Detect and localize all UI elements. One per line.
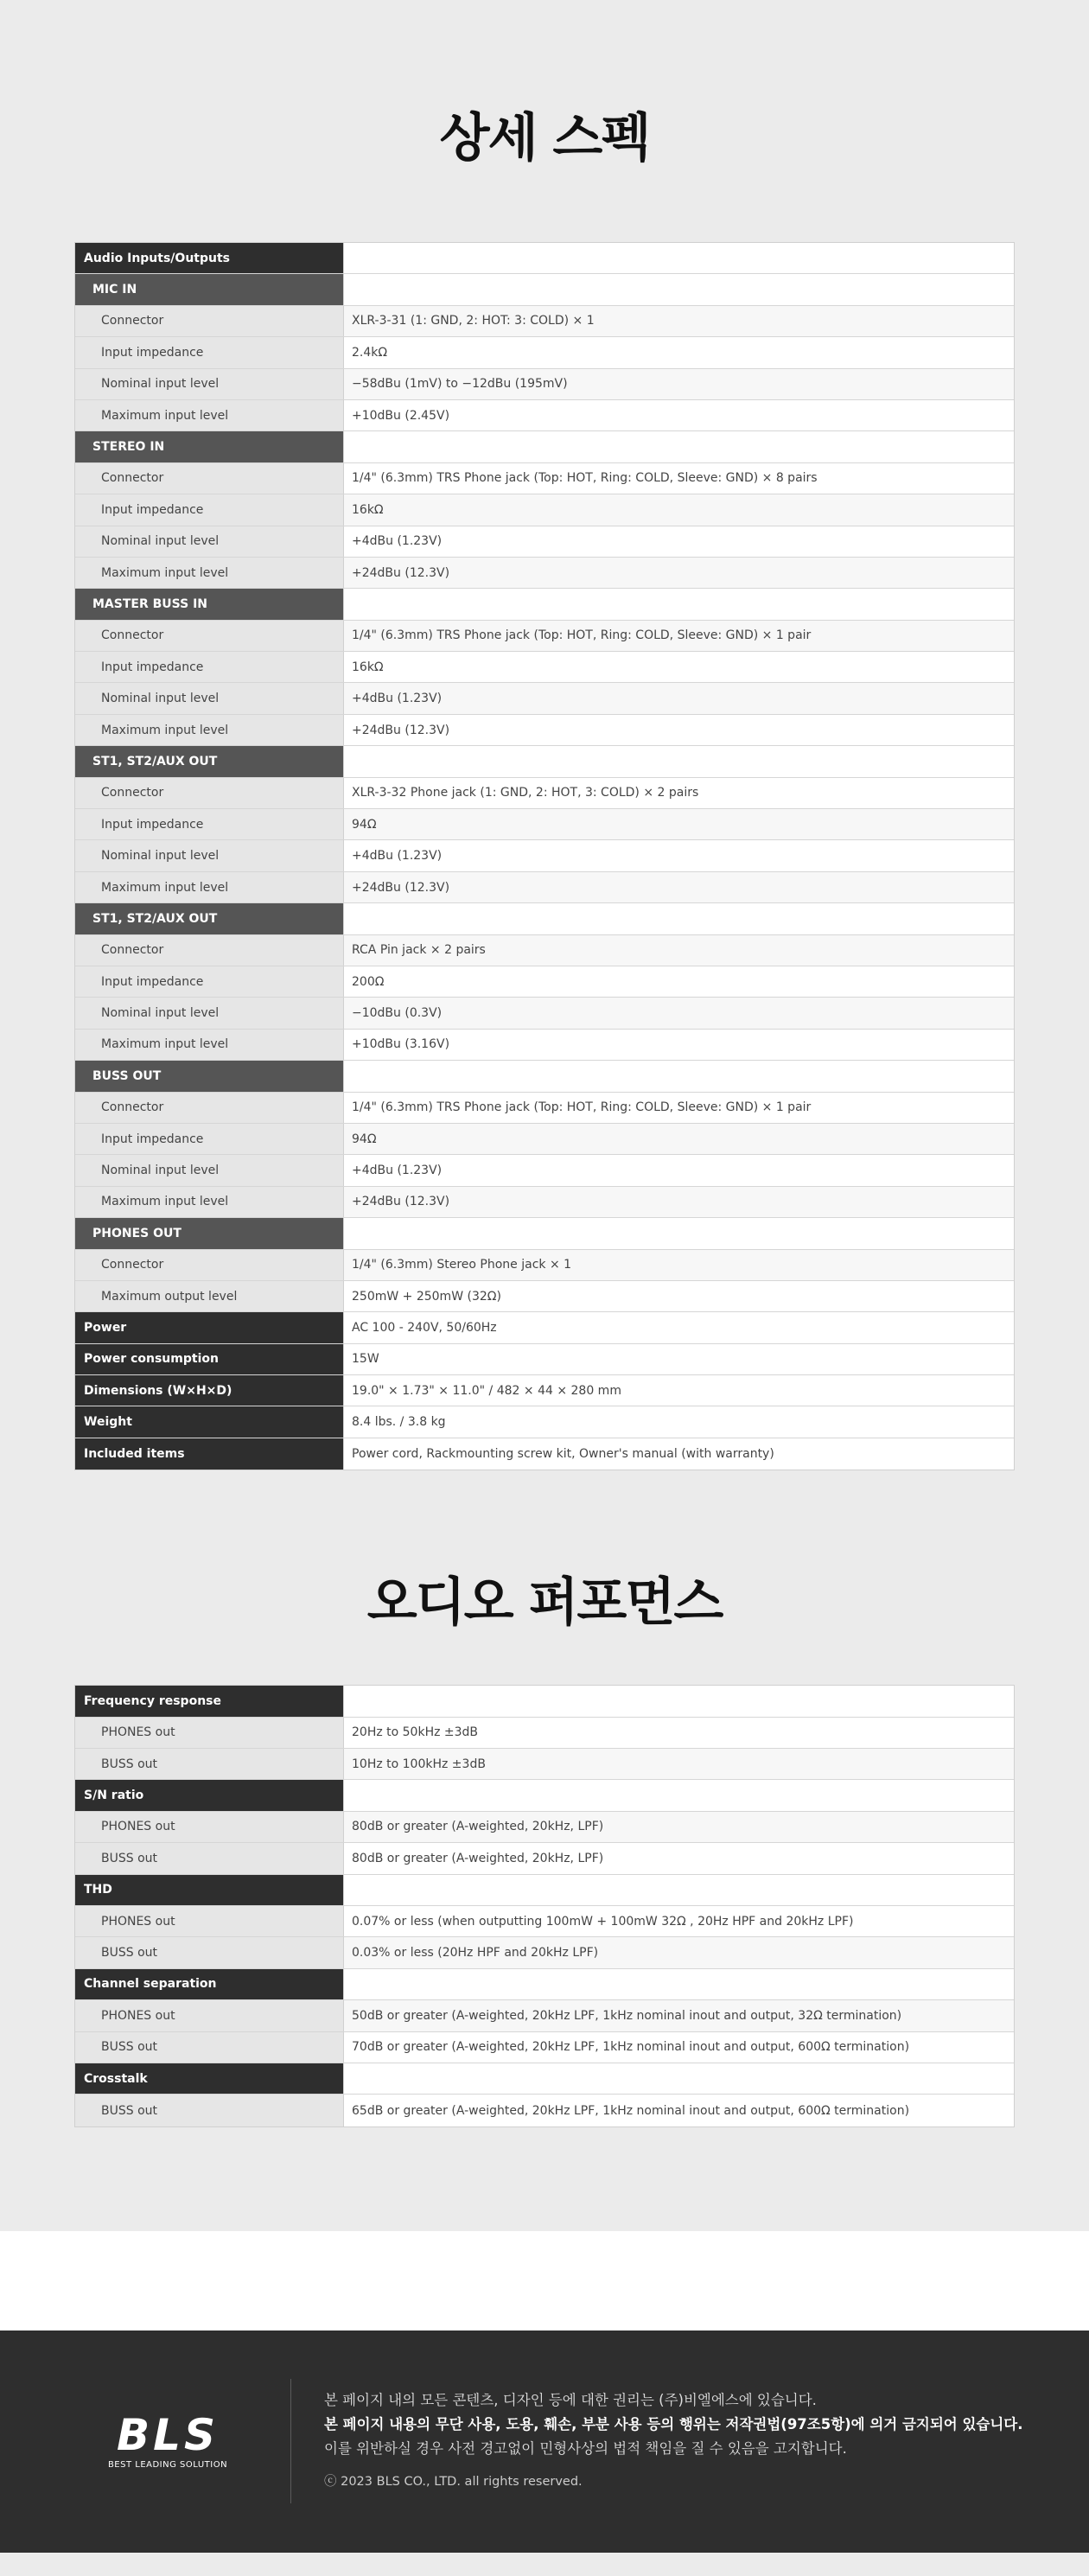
spec-label: STEREO IN (75, 431, 344, 462)
spec-label: Input impedance (75, 966, 344, 997)
spec-label: Nominal input level (75, 840, 344, 870)
spec-title: 상세 스펙 (439, 108, 650, 169)
spec-value: 1/4" (6.3mm) TRS Phone jack (Top: HOT, Ring: COLD, Sleeve: GND) × 8 pairs (344, 463, 1014, 494)
spec-row (75, 1124, 1014, 1155)
spec-label: Nominal input level (75, 369, 344, 399)
spec-value (344, 903, 1014, 934)
spec-value: 8.4 lbs. / 3.8 kg (344, 1406, 1014, 1437)
spec-row (75, 243, 1014, 274)
spec-value: 16kΩ (344, 652, 1014, 682)
spec-row (75, 1218, 1014, 1249)
spec-row (75, 589, 1014, 620)
spec-row (75, 1281, 1014, 1312)
spec-row (75, 494, 1014, 526)
spec-label: Audio Inputs/Outputs (75, 243, 344, 273)
spec-value: 94Ω (344, 1124, 1014, 1154)
spec-value: +4dBu (1.23V) (344, 526, 1014, 557)
spec-row (75, 1030, 1014, 1061)
spec-row (75, 935, 1014, 966)
spec-value: +10dBu (3.16V) (344, 1030, 1014, 1060)
logo-tagline: BEST LEADING SOLUTION (107, 2459, 228, 2470)
spec-label: BUSS out (75, 1749, 344, 1779)
spec-row (75, 998, 1014, 1029)
spec-label: Power consumption (75, 1344, 344, 1374)
spec-label: Maximum input level (75, 400, 344, 430)
spec-label: S/N ratio (75, 1780, 344, 1810)
spec-value (344, 1686, 1014, 1716)
spec-row (75, 1406, 1014, 1438)
spec-value: 250mW + 250mW (32Ω) (344, 1281, 1014, 1311)
spec-value: +24dBu (12.3V) (344, 1187, 1014, 1217)
spec-value: 50dB or greater (A-weighted, 20kHz LPF, 1kHz nominal inout and output, 32Ω termination) (344, 2000, 1014, 2031)
spacer-band (0, 2231, 1089, 2331)
spec-label: Nominal input level (75, 998, 344, 1028)
spec-row (75, 1093, 1014, 1124)
spec-label: Frequency response (75, 1686, 344, 1716)
spec-label: Input impedance (75, 809, 344, 839)
spec-row (75, 400, 1014, 431)
spec-value: 0.03% or less (20Hz HPF and 20kHz LPF) (344, 1937, 1014, 1967)
spec-value: 20Hz to 50kHz ±3dB (344, 1718, 1014, 1748)
spec-label: Connector (75, 463, 344, 494)
spec-label: Connector (75, 1093, 344, 1123)
spec-row (75, 1718, 1014, 1749)
spec-value: XLR-3-32 Phone jack (1: GND, 2: HOT, 3: COLD) × 2 pairs (344, 778, 1014, 808)
spec-label: PHONES OUT (75, 1218, 344, 1248)
spec-value (344, 431, 1014, 462)
spec-row (75, 903, 1014, 934)
spec-row (75, 1438, 1014, 1470)
spec-label: Nominal input level (75, 1155, 344, 1185)
spec-label: MASTER BUSS IN (75, 589, 344, 619)
performance-title: 오디오 퍼포먼스 (366, 1572, 723, 1634)
spec-row (75, 966, 1014, 998)
footer-line-warning: 이를 위반하실 경우 사전 경고없이 민형사상의 법적 책임을 질 수 있음을 고지합니다. (324, 2440, 847, 2458)
spec-row (75, 1969, 1014, 2000)
spec-label: Input impedance (75, 652, 344, 682)
spec-value: 1/4" (6.3mm) Stereo Phone jack × 1 (344, 1250, 1014, 1280)
spec-label: Connector (75, 778, 344, 808)
footer-line-rights: 본 페이지 내의 모든 콘텐츠, 디자인 등에 대한 권리는 (주)비엘에스에 있습니다. (324, 2392, 817, 2409)
spec-label: BUSS out (75, 2032, 344, 2063)
spec-label: Power (75, 1312, 344, 1342)
spec-label: Nominal input level (75, 526, 344, 557)
spec-row (75, 1187, 1014, 1218)
spec-value: 94Ω (344, 809, 1014, 839)
spec-label: Connector (75, 306, 344, 336)
spec-value: 16kΩ (344, 494, 1014, 525)
spec-value: +10dBu (2.45V) (344, 400, 1014, 430)
spec-label: Maximum input level (75, 1030, 344, 1060)
spec-label: PHONES out (75, 1906, 344, 1936)
spec-row (75, 1686, 1014, 1717)
spec-row (75, 2032, 1014, 2063)
spec-row (75, 1906, 1014, 1937)
spec-value: 70dB or greater (A-weighted, 20kHz LPF, 1kHz nominal inout and output, 600Ω termination) (344, 2032, 1014, 2063)
spec-value: AC 100 - 240V, 50/60Hz (344, 1312, 1014, 1342)
spec-row (75, 746, 1014, 777)
spec-row (75, 621, 1014, 652)
spec-value (344, 589, 1014, 619)
spec-row (75, 778, 1014, 809)
spec-value: 80dB or greater (A-weighted, 20kHz, LPF) (344, 1812, 1014, 1842)
spec-label: BUSS out (75, 1937, 344, 1967)
spec-label: Nominal input level (75, 683, 344, 713)
footer-notice (324, 2388, 1023, 2494)
spec-value: +4dBu (1.23V) (344, 840, 1014, 870)
spec-row (75, 840, 1014, 871)
spec-label: MIC IN (75, 274, 344, 304)
spec-label: Input impedance (75, 494, 344, 525)
spec-label: Maximum input level (75, 558, 344, 588)
spec-value: 1/4" (6.3mm) TRS Phone jack (Top: HOT, Ring: COLD, Sleeve: GND) × 1 pair (344, 1093, 1014, 1123)
spec-label: Input impedance (75, 1124, 344, 1154)
spec-value: +4dBu (1.23V) (344, 683, 1014, 713)
spec-table (74, 242, 1015, 1470)
spec-row (75, 463, 1014, 494)
spec-row (75, 1843, 1014, 1874)
spec-value (344, 1218, 1014, 1248)
spec-label: Channel separation (75, 1969, 344, 1999)
spec-value (344, 2063, 1014, 2094)
footer-line-prohibition: 본 페이지 내용의 무단 사용, 도용, 훼손, 부분 사용 등의 행위는 저작권법(97조5항)에 의거 금지되어 있습니다. (324, 2416, 1023, 2433)
spec-row (75, 1250, 1014, 1281)
spec-label: ST1, ST2/AUX OUT (75, 903, 344, 934)
spec-row (75, 369, 1014, 400)
spec-label: BUSS out (75, 1843, 344, 1873)
spec-label: BUSS OUT (75, 1061, 344, 1091)
spec-row (75, 809, 1014, 840)
spec-row (75, 1344, 1014, 1375)
spec-label: PHONES out (75, 1812, 344, 1842)
spec-row (75, 2063, 1014, 2095)
spec-label: ST1, ST2/AUX OUT (75, 746, 344, 776)
spec-value (344, 746, 1014, 776)
spec-label: Dimensions (W×H×D) (75, 1375, 344, 1406)
spec-label: Connector (75, 1250, 344, 1280)
spec-value: 10Hz to 100kHz ±3dB (344, 1749, 1014, 1779)
spec-value (344, 1969, 1014, 1999)
spec-value: 200Ω (344, 966, 1014, 997)
spec-value: −10dBu (0.3V) (344, 998, 1014, 1028)
spec-value (344, 1061, 1014, 1091)
spec-row (75, 1061, 1014, 1092)
spec-value: +4dBu (1.23V) (344, 1155, 1014, 1185)
spec-label: Maximum output level (75, 1281, 344, 1311)
copyright: ⓒ 2023 BLS CO., LTD. all rights reserved. (324, 2475, 583, 2490)
spec-label: BUSS out (75, 2095, 344, 2126)
performance-table (74, 1685, 1015, 2126)
spec-value: 80dB or greater (A-weighted, 20kHz, LPF) (344, 1843, 1014, 1873)
spec-value: −58dBu (1mV) to −12dBu (195mV) (344, 369, 1014, 399)
spec-label: Weight (75, 1406, 344, 1437)
spec-label: Maximum input level (75, 715, 344, 745)
spec-value (344, 274, 1014, 304)
spec-row (75, 1875, 1014, 1906)
footer-divider (290, 2379, 291, 2503)
spec-row (75, 872, 1014, 903)
spec-row (75, 715, 1014, 746)
spec-row (75, 1375, 1014, 1406)
spec-value: XLR-3-31 (1: GND, 2: HOT: 3: COLD) × 1 (344, 306, 1014, 336)
spec-value: 65dB or greater (A-weighted, 20kHz LPF, 1kHz nominal inout and output, 600Ω termination) (344, 2095, 1014, 2126)
spec-row (75, 1812, 1014, 1843)
spec-value: +24dBu (12.3V) (344, 715, 1014, 745)
spec-label: Maximum input level (75, 1187, 344, 1217)
bls-logo (74, 2409, 261, 2470)
spec-value: 19.0" × 1.73" × 11.0" / 482 × 44 × 280 mm (344, 1375, 1014, 1406)
spec-value: +24dBu (12.3V) (344, 558, 1014, 588)
footer (0, 2331, 1089, 2553)
spec-value: 1/4" (6.3mm) TRS Phone jack (Top: HOT, Ring: COLD, Sleeve: GND) × 1 pair (344, 621, 1014, 651)
spec-value (344, 1780, 1014, 1810)
spec-label: Input impedance (75, 337, 344, 367)
spec-value: 2.4kΩ (344, 337, 1014, 367)
spec-label: PHONES out (75, 2000, 344, 2031)
spec-label: PHONES out (75, 1718, 344, 1748)
spec-label: Connector (75, 621, 344, 651)
logo-mark: BLS (117, 2409, 219, 2460)
spec-label: Connector (75, 935, 344, 966)
spec-label: Included items (75, 1438, 344, 1470)
spec-row (75, 683, 1014, 714)
spec-label: Crosstalk (75, 2063, 344, 2094)
spec-value: 15W (344, 1344, 1014, 1374)
spec-label: Maximum input level (75, 872, 344, 902)
spec-value: Power cord, Rackmounting screw kit, Owner's manual (with warranty) (344, 1438, 1014, 1470)
spec-value: 0.07% or less (when outputting 100mW + 100mW 32Ω , 20Hz HPF and 20kHz LPF) (344, 1906, 1014, 1936)
spec-row (75, 558, 1014, 589)
spec-row (75, 2095, 1014, 2126)
spec-row (75, 2000, 1014, 2031)
spec-value: +24dBu (12.3V) (344, 872, 1014, 902)
spec-row (75, 652, 1014, 683)
spec-row (75, 1155, 1014, 1186)
spec-row (75, 337, 1014, 368)
spec-row (75, 1749, 1014, 1780)
spec-row (75, 1780, 1014, 1811)
spec-value (344, 243, 1014, 273)
spec-value (344, 1875, 1014, 1905)
spec-row (75, 431, 1014, 462)
spec-row (75, 306, 1014, 337)
spec-row (75, 1937, 1014, 1968)
spec-label: THD (75, 1875, 344, 1905)
spec-row (75, 1312, 1014, 1343)
spec-value: RCA Pin jack × 2 pairs (344, 935, 1014, 966)
spec-row (75, 526, 1014, 558)
spec-row (75, 274, 1014, 305)
